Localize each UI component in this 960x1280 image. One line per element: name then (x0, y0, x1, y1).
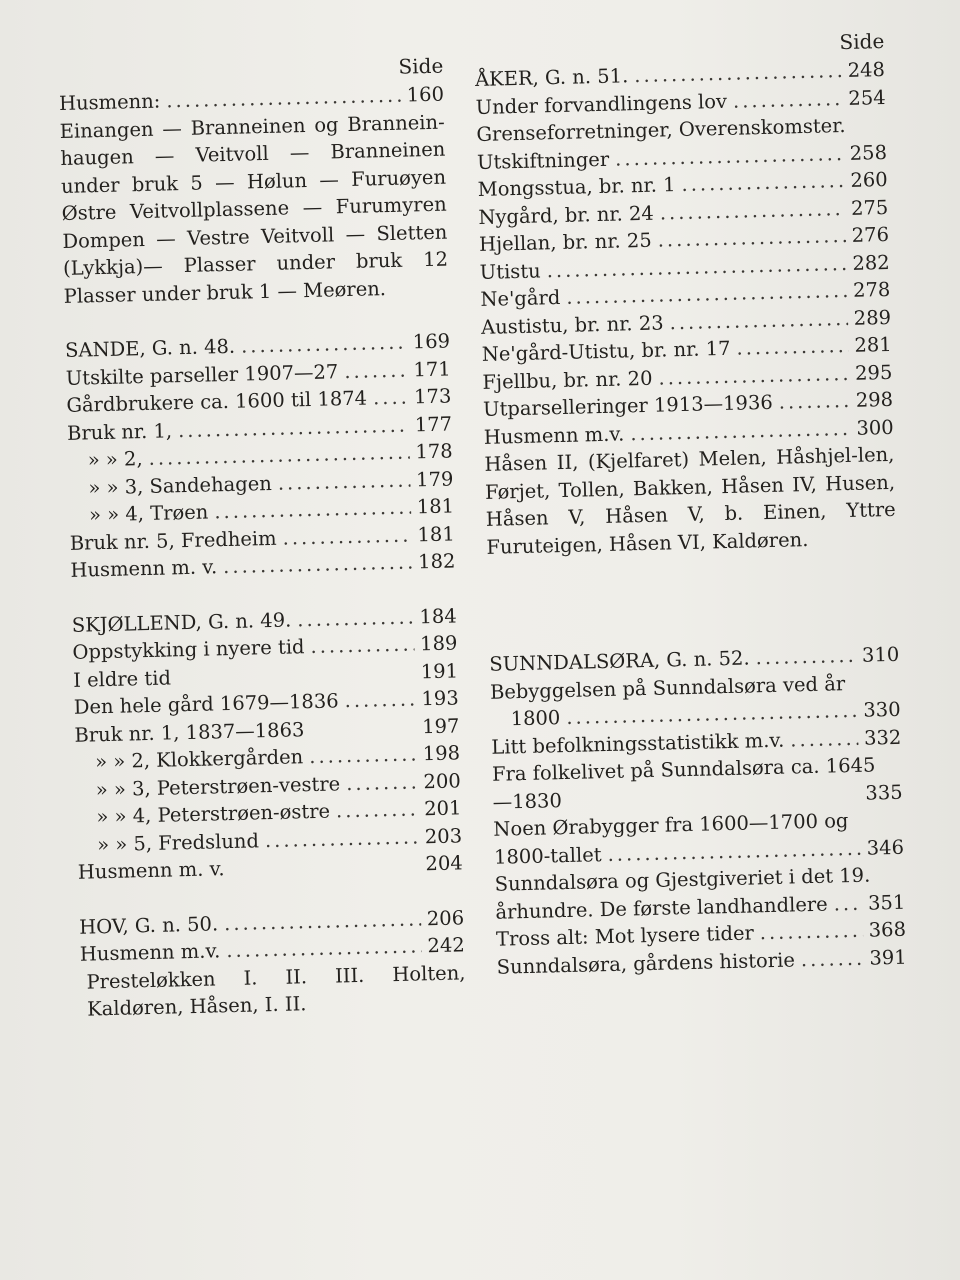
entry-label: Husmenn m. v. (77, 857, 225, 884)
entry-page: 260 (850, 167, 888, 192)
entry-line: Sunndalsøra og Gjestgiveriet i det 19. (494, 863, 871, 896)
leader-dots (223, 549, 413, 581)
entry-page: 184 (419, 603, 457, 628)
entry-page: 300 (856, 415, 894, 440)
left-column (58, 51, 466, 1024)
entry-page: 181 (416, 494, 455, 519)
entry-label: —1830 (492, 788, 563, 814)
leader-dots (177, 678, 415, 684)
entry-page: 191 (420, 658, 459, 683)
section-hov (79, 904, 467, 1023)
entry-label: » » 2, (87, 447, 143, 472)
entry-page: 201 (423, 796, 462, 821)
leader-dots (373, 384, 409, 412)
leader-dots (265, 823, 420, 854)
entry-page: 200 (423, 768, 462, 793)
entry-label: Den hele gård 1679—1836 (73, 689, 339, 719)
entry-page: 351 (867, 890, 906, 915)
entry-label: Litt befolkningsstatistikk m.v. (491, 728, 785, 759)
section-sande (65, 328, 456, 585)
entry-label: Ne'gård-Utistu, br. nr. 17 (481, 336, 731, 366)
leader-dots (310, 630, 414, 660)
leader-dots (336, 795, 419, 824)
entry-label: Ne'gård (480, 285, 561, 311)
entry-label: SANDE, G. n. 48. (64, 334, 236, 362)
leader-dots (755, 642, 856, 672)
entry-page: 310 (861, 642, 900, 667)
entry-page: 289 (853, 305, 892, 330)
entry-page: 198 (422, 741, 461, 766)
entry-label: » » 3, Sandehagen (88, 471, 273, 499)
entry-page: 197 (421, 713, 460, 738)
leader-dots (778, 387, 850, 416)
entry-page: 335 (865, 780, 903, 805)
entry-label: Husmenn m. v. (70, 555, 218, 582)
entry-label: Utistu (479, 258, 541, 284)
entry-label: Austistu, br. nr. 23 (480, 310, 664, 339)
entry-page: 258 (849, 140, 888, 165)
entry-label: Oppstykking i nyere tid (72, 635, 305, 664)
entry-label: Husmenn: (58, 89, 161, 115)
entry-label: I eldre tid (72, 665, 172, 692)
husmenn-description: Einangen — Branneinen og Brannein-haugen — Veitvoll — Branneinen under bruk 5 — Hølun — Furuøyen Østre Veitvollplassene — Furumyren Dompen — Vestre Veitvoll — Sletten (Lykkja)— Plasser under bruk 12 Plasser under bruk 1 — Meøren. (59, 110, 449, 308)
entry-label: århundre. De første landhandlere (495, 892, 828, 924)
entry-page: 171 (413, 357, 451, 381)
leader-dots (309, 740, 417, 770)
entry-page: 282 (852, 250, 890, 275)
entry-page: 295 (854, 360, 893, 385)
entry-page: 193 (421, 686, 459, 711)
entry-line: Bebyggelsen på Sunndalsøra ved år (489, 671, 846, 704)
entry-page: 368 (868, 917, 907, 942)
leader-dots (733, 85, 843, 115)
entry-label: Husmenn m.v. (483, 421, 625, 449)
entry-label: SUNNDALSØRA, G. n. 52. (489, 646, 750, 676)
entry-label: Sunndalsøra, gårdens historie (496, 947, 796, 979)
entry-page: 179 (415, 466, 454, 491)
entry-label: Mongsstua, br. nr. 1 (477, 173, 676, 201)
entry-line: Fra folkelivet på Sunndalsøra ca. 1645 (491, 753, 876, 786)
entry-label: Nygård, br. nr. 24 (478, 201, 655, 229)
leader-dots (346, 768, 418, 797)
entry-label: ÅKER, G. n. 51. (474, 64, 629, 91)
entry-page: 391 (869, 945, 907, 970)
leader-dots (800, 944, 863, 973)
entry-label: » » 5, Fredslund (96, 828, 260, 856)
section-sunndalsora (489, 641, 907, 981)
entry-page: 330 (863, 697, 901, 722)
entry-label: Fjellbu, br. nr. 20 (482, 366, 653, 394)
entry-label: Bruk nr. 5, Fredheim (69, 526, 277, 555)
entry-page: 177 (414, 411, 453, 436)
aker-line: Grenseforretninger, Overenskomster. (476, 113, 846, 146)
entry-label: 1800 (510, 706, 561, 731)
leader-dots (681, 167, 845, 198)
entry-page: 181 (417, 521, 455, 546)
entry-label: Bruk nr. 1, (66, 418, 173, 445)
right-column (474, 26, 907, 981)
entry-page: 206 (426, 905, 465, 930)
entry-page: 298 (855, 387, 894, 412)
entry-page: 182 (417, 549, 456, 574)
section-skjollend (71, 602, 463, 886)
entry-label: Husmenn m.v. (79, 939, 221, 966)
leader-dots (790, 724, 858, 753)
entry-page: 254 (848, 85, 886, 110)
leader-dots (282, 521, 412, 552)
leader-dots (344, 685, 416, 714)
entry-page: 173 (413, 384, 452, 409)
entry-page: 242 (427, 933, 466, 958)
entry-label: » » 2, Klokkergården (94, 745, 304, 774)
entry-label: Under forvandlingens lov (475, 89, 728, 119)
entry-label: 1800-tallet (493, 842, 602, 869)
entry-page: 204 (425, 851, 464, 876)
entry-page: 169 (412, 329, 451, 354)
side-heading: Side (398, 53, 444, 79)
entry-page: 332 (863, 725, 902, 750)
entry-page: 160 (406, 82, 445, 107)
leader-dots (297, 603, 414, 633)
leader-dots (833, 889, 862, 917)
leader-dots (759, 917, 863, 947)
leader-dots (241, 329, 407, 361)
entry-page: 276 (851, 222, 890, 247)
entry-page: 178 (415, 439, 453, 464)
leader-dots (669, 304, 848, 336)
entry-label: Bruk nr. 1, 1837—1863 (74, 717, 305, 747)
entry-label: Utskilte parseller 1907—27 (65, 359, 339, 390)
leader-dots (311, 733, 417, 736)
entry-label: Utskiftninger (476, 147, 610, 174)
entry-label: Tross alt: Mot lysere tider (495, 921, 755, 951)
entry-page: 278 (852, 277, 891, 302)
entry-label: Utparselleringer 1913—1936 (482, 390, 774, 421)
entry-line: Noen Ørabygger fra 1600—1700 og (493, 809, 849, 841)
aker-husmenn-description: Håsen II, (Kjelfaret) Melen, Håshjel-len, Førjet, Tollen, Bakken, Håsen IV, Husen, Håsen V, Håsen V, b. Einen, Yttre Furuteigen, Håsen VI, Kaldøren. (484, 442, 896, 559)
entry-page: 203 (424, 823, 463, 848)
leader-dots (736, 332, 849, 362)
leader-dots (277, 466, 410, 497)
entry-label: » » 4, Trøen (88, 500, 209, 527)
entry-label: SKJØLLEND, G. n. 49. (71, 607, 292, 637)
entry-page: 275 (850, 195, 889, 220)
entry-page: 281 (854, 332, 892, 357)
entry-page: 189 (419, 631, 458, 656)
entry-page: 248 (847, 57, 886, 82)
entry-label: Gårdbrukere ca. 1600 til 1874 (66, 386, 368, 417)
entry-page: 346 (866, 835, 905, 860)
entry-label: Hjellan, br. nr. 25 (478, 228, 652, 256)
entry-label: » » 3, Peterstrøen-vestre (95, 771, 341, 801)
side-heading: Side (839, 28, 885, 55)
leader-dots (231, 870, 420, 875)
leader-dots (226, 932, 422, 964)
entry-label: » » 4, Peterstrøen-østre (96, 799, 331, 829)
hov-description: Presteløkken I. II. III. Holten, Kaldøren, Håsen, I. II. (86, 960, 466, 1021)
entry-label: HOV, G. n. 50. (78, 911, 219, 939)
leader-dots (568, 799, 860, 806)
leader-dots (344, 356, 408, 385)
